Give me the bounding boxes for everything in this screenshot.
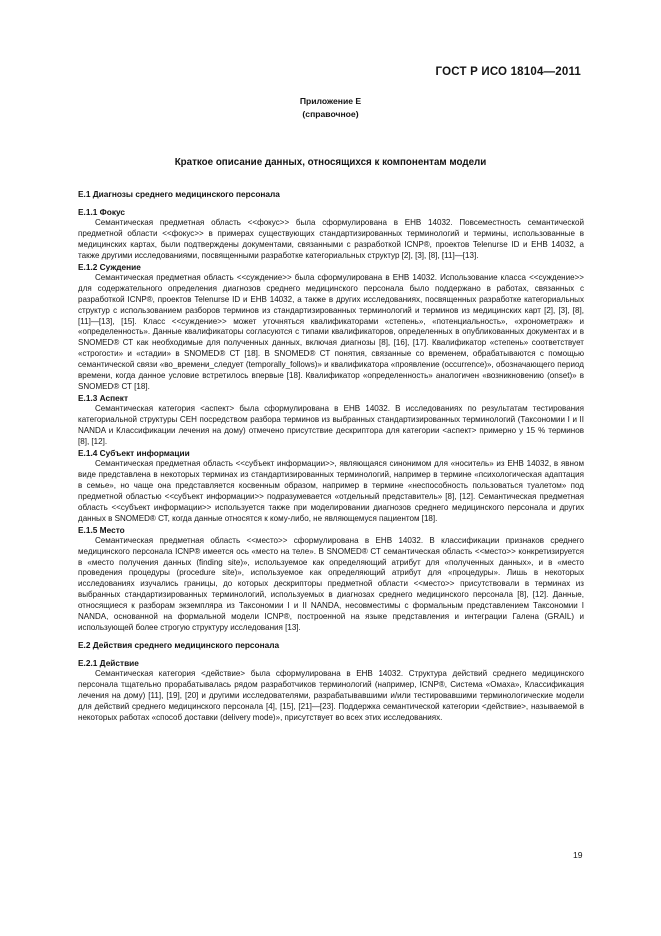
annex-heading: [0, 95, 661, 121]
subsection-heading: Е.1.3 Аспект: [78, 393, 129, 404]
paragraph: Семантическая категория <аспект> была сформулирована в ЕНВ 14032. В исследованиях по результатам тестирования категориальной структуры CEH посредством разбора терминов из выбранных стандартизированных терминологий (Таксономии I и II NANDA и Классификации лечения на дому) отмечено присутствие дескриптора для категории <аспект> примерно у 15 % терминов [8], [12].: [78, 404, 584, 447]
page-number: 19: [573, 850, 583, 860]
subsection-heading: Е.1.1 Фокус: [78, 207, 126, 217]
annex-kind: (справочное): [302, 109, 359, 119]
paragraph: Семантическая категория <действие> была сформулирована в ЕНВ 14032. Структура действий среднего медицинского персонала тщательно прорабатывалась рядом разработчиков терминологий (например, ICNP®, Система «Омаха», Классификация лечения на дому) [11], [19], [20] и другими исследователями, разрабатывавшими и/или тестировавшими терминологические модели для действий среднего медицинского персонала [4], [15], [21]—[23]. Поддержка семантической категории <действие>, называемой в некоторых работах «способ доставки (delivery mode)», присутствует во всех этих исследованиях.: [78, 669, 584, 722]
section-heading: Е.1 Диагнозы среднего медицинского персонала: [78, 189, 280, 199]
standard-number: ГОСТ Р ИСО 18104—2011: [435, 66, 581, 78]
annex-title: Приложение Е: [299, 96, 362, 106]
section-heading: Е.2 Действия среднего медицинского персонала: [78, 640, 280, 651]
paragraph: Семантическая предметная область <<место>> сформулирована в ЕНВ 14032. В классификации признаков среднего медицинского персонала ICNP® имеется ось «место на теле». В SNOMED® СТ семантическая область <<место>> конкретизируется в «место получения данных (finding site)», используемое как определяющий атрибут для «полученных данных», и в «место проведения процедуры (procedure site)», используемое как определяющий атрибут для «процедуры». Лишь в некоторых исследованиях изучались границы, до которых дескрипторы предметной области <<место>> присутствовали в терминах из выбранных стандартизированных терминологий, используемых в диагнозах среднего медицинского персонала [8], [12]. Данные, относящиеся к разборам экземпляра из Таксономии I и II NANDA, несовместимы с формальным представлением Таксономии I NANDA, основанной на формальной модели ICNP®, построенной на языке представления и интеграции Галена (GRAIL) и использующей более строгую структуру исследования [13].: [78, 535, 584, 633]
subsection-heading: Е.1.5 Место: [78, 524, 125, 535]
subsection-heading: Е.1.4 Субъект информации: [78, 447, 190, 458]
subsection-heading: Е.1.2 Суждение: [78, 261, 141, 272]
subsection-heading: Е.2.1 Действие: [78, 658, 139, 669]
paragraph: Семантическая предметная область <<суждение>> была сформулирована в ЕНВ 14032. Использование класса <<суждение>> для содержательного определения диагнозов среднего медицинского персонала было поддержано в работах, связанных с разработкой ICNP®, проектов Telenurse ID и ЕНВ 14032, а также в других исследованиях, посвященных разработке категориальных структур с использованием разборов терминов из стандартизированных терминологий и терминов из медицинских карт [2], [3], [8], [11]—[13], [15]. Класс <<суждение>> может уточняться квалификаторами «степень», «потенциальность», «хронометраж» и «определенность». Данные квалификаторы согласуются с типами квалификаторов, определенных в опубликованных документах и в SNOMED® СТ как необходимые для полученных данных, включая диагнозы [8], [16], [17]. Квалификатор «степень» соответствует «строгости» и «стадии» в SNOMED® СТ [18]. В SNOMED® СТ понятия, связанные со временем, обрабатываются с помощью семантической связи «во_времени_следует (temporally_follows)» и квалификатора «проявление (occurrence)», обозначающего период времени, когда данное условие встретилось впервые [18]. Квалификатор «определенность» аналогичен «возникновению (onset)» в SNOMED® СТ [18].: [78, 272, 584, 392]
document-body: [78, 189, 584, 724]
page-title: Краткое описание данных, относящихся к компонентам модели: [174, 157, 487, 168]
paragraph: Семантическая предметная область <<субъект информации>>, являющаяся синонимом для «носитель» из ЕНВ 14032, в явном виде представлена в некоторых терминах из стандартизированных терминологий, например в термине «психологическая адаптация в семье», но чаще она представляется косвенным образом, например в термине «неспособность пользоваться туалетом» под предметной областью <<субъект информации>> подразумевается «отдельный представитель» [8], [12]. Семантическая предметная область <<субъект информации>> используется также при моделировании диагнозов среднего медицинского персонала и других данных в SNOMED® СТ, когда данные относятся к кому-либо, не являющемуся пациентом [18].: [78, 458, 584, 523]
paragraph: Семантическая предметная область <<фокус>> была сформулирована в ЕНВ 14032. Повсеместность семантической предметной области <<фокус>> в примерах существующих стандартизированных терминологий и термины, использованные в медицинских картах, были подтверждены документами, связанными с разработкой ICNP®, проектов Telenurse ID и ЕНВ 14032, а также другими исследованиями, посвященными разработке категориальных структур [2], [3], [8], [11]—[13].: [78, 217, 584, 260]
